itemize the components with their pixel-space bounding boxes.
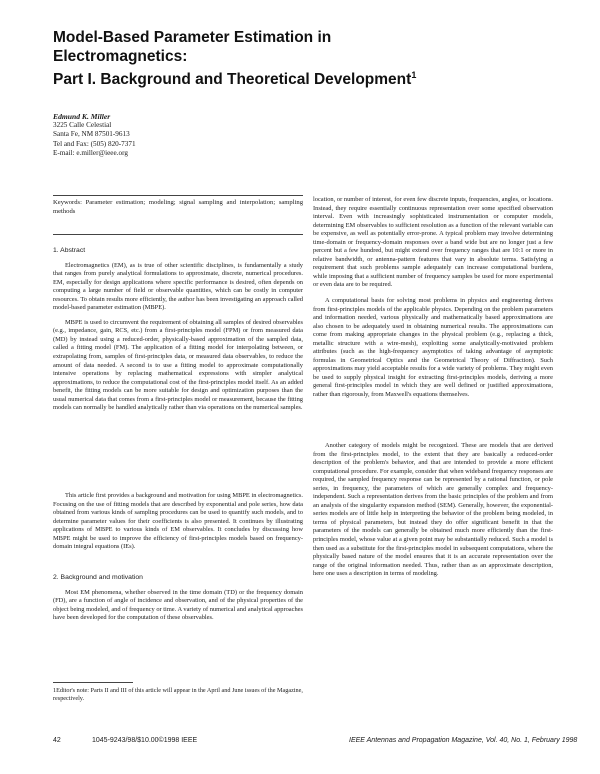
footnote-rule [53, 682, 133, 683]
author-address-2: Santa Fe, NM 87501-9613 [53, 130, 130, 139]
paragraph: Another category of models might be recognized. These are models that are derived from the first-principles model, to the extent that they are basically a reduced-order description of the problem's behavior, and that are intended to provide a more efficient computational procedure. For example, consider that when wideband frequency responses are required, the sampled frequency response can be represented by a rational function, or pole series, in frequency, the parameters of which are generally complex and frequency-independent. Such a representation derives from the basic principles of the problem and from an analysis of the singularity expansion method (SEM). Generally, however, the exponential-series models are of little help in interpreting the behavior of the problem being modeled, in terms of physical parameters, but instead they do offer significant benefit in that the parameters of the models can generally be obtained much more efficiently than the first-principles model, whose value at a given point may be substantially reduced. Such a model is then used as a substitute for the first-principles model in subsequent computations, where the physically based nature of the model ensures that it is an accurate representation over the range of the original information needed. Thus, rather than as an approximate description, here one uses a description in terms of modeling. [313, 442, 553, 578]
author-block [53, 112, 313, 158]
paragraph: A computational basis for solving most problems in physics and engineering derives from first-principles models of the applicable physics. Depending on the problem parameters and information needed, various physically and mathematically based approximations are also chosen to be adequately used in obtaining numerical results. The approximations can come from making appropriate changes in the physical problem (e.g., replacing a thick, metallic structure with a wire-mesh), exploiting some analytically-motivated problem attributes (such as the high-frequency asymptotics of taking advantage of asymptotic formulas in Geometrical Optics and the Geometrical Theory of Diffraction). Such approximations may yield acceptable results for a wide variety of problems. They might even be used to supply physical insight for extracting first-principles models, deriving a more general first-principles model in which they are well defined or justified approximations, rather than rigorously, from Maxwell's equations themselves. [313, 297, 553, 399]
left-column-bottom [53, 568, 303, 648]
paragraph: MBPE is used to circumvent the requirement of obtaining all samples of desired observables (e.g., impedance, gain, RCS, etc.) from a first-principles model (FPM) or from measured data (MD) by instead using a reduced-order, physically-based approximation of the sampled data, called a fitting model (FM). The application of a fitting model for interpolating between, or extrapolating from, samples of first-principles data, or measured data observables, to reduce the amount of data needed. A second is to use a fitting model to approximate computationally intensive operations by replacing mathematical expressions with simpler analytical approximations, to reduce the computational cost of the first-principles model itself. As an added benefit, the fitting models can be more suitable for design and optimization purposes than the usual numerical data that comes from a first-principles model or measurement, because the fitting models can normally be handled analytically rather than via operations on the numerical samples. [53, 318, 303, 412]
title-line-3 [53, 66, 553, 89]
section-heading-background: 2. Background and motivation [53, 574, 143, 581]
journal-citation: IEEE Antennas and Propagation Magazine, Vol. 40, No. 1, February 1998 [349, 737, 578, 744]
title-line-2: Electromagnetics: [53, 48, 188, 65]
section-heading-abstract: 1. Abstract [53, 247, 86, 254]
left-column-top [53, 241, 303, 491]
title-line-3-text: Part I. Background and Theoretical Development [53, 71, 412, 89]
author-email: E-mail: e.miller@ieee.org [53, 148, 128, 157]
author-name: Edmund K. Miller [53, 112, 111, 121]
paragraph: Most EM phenomena, whether observed in the time domain (TD) or the frequency domain (FD), are a function of angle of incidence and observation, and of the physical properties of the object being modeled, and of frequency or time. A variety of numerical and analytical approaches have been developed for the computation of these observables. [53, 588, 303, 622]
right-column-top [313, 196, 553, 292]
paragraph: This article first provides a background and motivation for using MBPE in electromagnetics. Focusing on the use of fitting models that are described by exponential and pole series, how data obtained from various kinds of sampling procedures can be used to quantify such models, and to determine parameter values for their coefficients is also presented. It continues by illustrating applications of MBPE to various kinds of EM observables. It concludes by discussing how MBPE might be used to improve the efficiency of first-principles models based on frequency-domain integral equations (IEs). [53, 492, 303, 551]
page-number: 42 [53, 737, 61, 744]
paragraph: location, or number of interest, for even few discrete inputs, frequencies, angles, or locations. Instead, they require essentially continuous representation over some specified observation interval. Even with increasingly sophisticated instrumentation or computer models, determining EM observables to sufficient resolution as a function of the relevant variable can be expensive, as well as potentially error-prone. A typical problem may involve determining time-domain or frequency-domain responses over a band wide but are no longer just a few percent but a few hundred, but might extend over frequency ranges that are 10:1 or more in relative bandwidth, or antenna-pattern features that vary in absolute terms. Satisfying a requirement that such problems sample adequately can increase computational burdens, while imposing that a sufficient number of frequency samples be used for more experimental or even data are to be required. [313, 196, 553, 289]
title-footnote-mark: 1 [411, 70, 417, 80]
keywords: Keywords: Parameter estimation; modeling; signal sampling and interpolation; sampling methods [53, 199, 303, 215]
footnote: 1Editor's note: Parts II and III of this article will appear in the April and June issues of the Magazine, respectively. [53, 687, 303, 703]
paper-title [53, 28, 553, 89]
paragraph: Electromagnetics (EM), as is true of other scientific disciplines, is fundamentally a study that ranges from purely analytical formulations to approximate, discrete, numerical procedures. EM, especially for design applications where specific performance is desired, often depends on computing a large number of field or observable quantities, which can be costly in computer resources. To obtain results more efficiently, the author has been investigating an approach called model-based parameter estimation (MBPE). [53, 261, 303, 312]
right-column-middle [313, 297, 553, 437]
right-column-bottom [313, 442, 553, 720]
issn-line: 1045-9243/98/$10.00©1998 IEEE [92, 737, 198, 744]
left-column-middle [53, 492, 303, 560]
author-phone: Tel and Fax: (505) 820-7371 [53, 139, 136, 148]
author-address-1: 3225 Calle Celestial [53, 121, 112, 130]
title-line-1: Model-Based Parameter Estimation in [53, 29, 332, 46]
